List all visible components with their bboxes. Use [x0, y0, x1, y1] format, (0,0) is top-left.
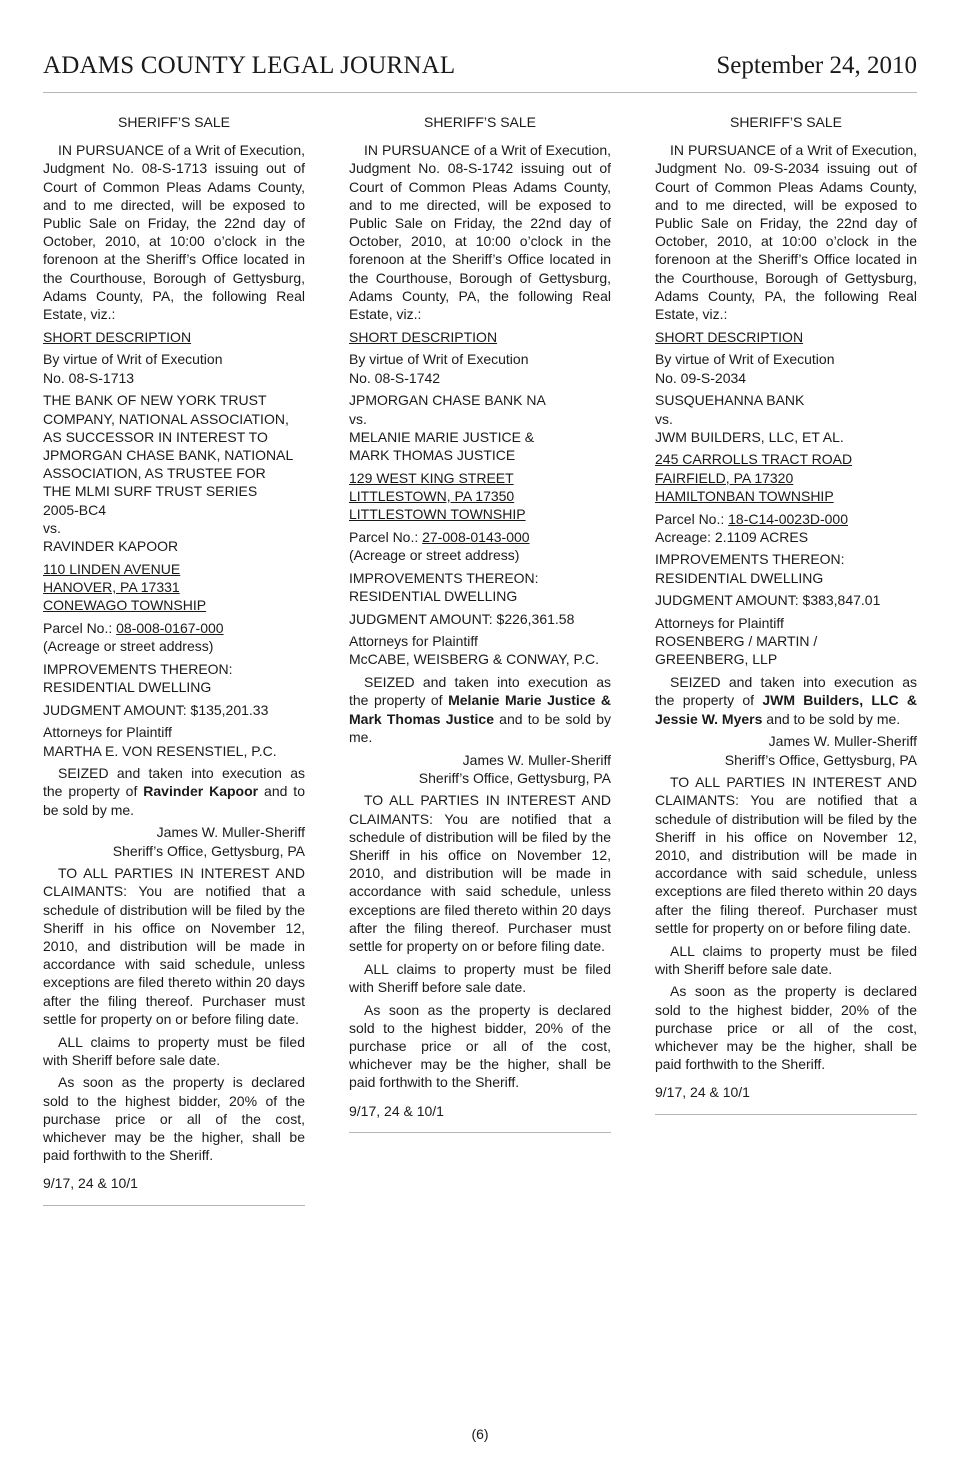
- address-line: LITTLESTOWN, PA 17350: [349, 487, 515, 504]
- property-address: [43, 560, 305, 615]
- attorney-line: Attorneys for Plaintiff: [349, 633, 478, 650]
- attorney-line: McCABE, WEISBERG & CONWAY, P.C.: [349, 651, 599, 668]
- seized-paragraph: [349, 673, 611, 746]
- defendant-name: Ravinder Kapoor: [143, 783, 259, 800]
- parcel-block: [655, 510, 917, 546]
- notice-heading: SHERIFF’S SALE: [423, 114, 537, 130]
- improvements-line: RESIDENTIAL DWELLING: [655, 569, 824, 586]
- intro-paragraph: IN PURSUANCE of a Writ of Execution, Judgment No. 09-S-2034 issuing out of Court of Common Pleas Adams County, and to me directed, will be exposed to Public Sale on Friday, the 22nd day of October, 2010, at 10:00 o’clock in the forenoon at the Sheriff’s Office located in the Courthouse, Borough of Gettysburg, Adams County, PA, the following Real Estate, viz.:: [655, 142, 917, 323]
- sheriff-name: James W. Muller-Sheriff: [768, 733, 917, 750]
- defendant-line: MELANIE MARIE JUSTICE &: [349, 428, 535, 445]
- address-line: HANOVER, PA 17331: [43, 578, 180, 595]
- parties-block: [43, 391, 305, 555]
- improvements-block: [43, 660, 305, 696]
- seized-paragraph: [655, 673, 917, 728]
- address-line: LITTLESTOWN TOWNSHIP: [349, 506, 526, 523]
- distribution-notice: TO ALL PARTIES IN INTEREST AND CLAIMANTS: You are notified that a schedule of distribution will be filed by the Sheriff in his office on November 12, 2010, and distribution will be made in accordance with said schedule, unless exceptions are filed thereto within 20 days after the filing thereof. Purchaser must settle for property on or before filing date.: [43, 865, 305, 1027]
- intro-paragraph: IN PURSUANCE of a Writ of Execution, Judgment No. 08-S-1742 issuing out of Court of Common Pleas Adams County, and to me directed, will be exposed to Public Sale on Friday, the 22nd day of October, 2010, at 10:00 o’clock in the forenoon at the Sheriff’s Office located in the Courthouse, Borough of Gettysburg, Adams County, PA, the following Real Estate, viz.:: [349, 142, 611, 323]
- plaintiff-line: JPMORGAN CHASE BANK, NATIONAL: [43, 446, 294, 463]
- issue-date: September 24, 2010: [716, 52, 917, 79]
- journal-title: ADAMS COUNTY LEGAL JOURNAL: [43, 52, 456, 79]
- bidder-notice: As soon as the property is declared sold to the highest bidder, 20% of the purchase price or all of the cost, whichever may be the higher, shall be paid forthwith to the Sheriff.: [655, 983, 917, 1073]
- writ-block: [349, 350, 611, 386]
- judgment-amount: JUDGMENT AMOUNT: $383,847.01: [655, 592, 881, 609]
- sheriff-signature: [43, 823, 305, 859]
- sheriff-office: Sheriff’s Office, Gettysburg, PA: [112, 842, 305, 859]
- publication-dates: 9/17, 24 & 10/1: [43, 1175, 138, 1192]
- plaintiff-line: 2005-BC4: [43, 501, 107, 518]
- short-description-label: SHORT DESCRIPTION: [655, 328, 804, 345]
- parcel-number: 08-008-0167-000: [116, 619, 224, 636]
- improvements-line: RESIDENTIAL DWELLING: [349, 587, 518, 604]
- address-line: CONEWAGO TOWNSHIP: [43, 597, 207, 614]
- sheriff-signature: [655, 732, 917, 768]
- parcel-number: 18-C14-0023D-000: [728, 510, 848, 527]
- judgment-amount: JUDGMENT AMOUNT: $135,201.33: [43, 701, 269, 718]
- attorney-line: Attorneys for Plaintiff: [43, 724, 172, 741]
- plaintiff-line: COMPANY, NATIONAL ASSOCIATION,: [43, 410, 289, 427]
- notice-heading: SHERIFF’S SALE: [117, 114, 231, 130]
- writ-line: By virtue of Writ of Execution: [43, 351, 223, 368]
- publication-dates: 9/17, 24 & 10/1: [349, 1102, 444, 1119]
- attorneys-block: [43, 723, 305, 759]
- address-line: FAIRFIELD, PA 17320: [655, 469, 794, 486]
- short-description-label: SHORT DESCRIPTION: [349, 328, 498, 345]
- seized-text: SEIZED and taken into execution as the property of: [43, 765, 305, 800]
- parcel-label: Parcel No.:: [349, 528, 423, 545]
- parcel-line: [43, 619, 305, 637]
- parcel-line: [655, 510, 917, 528]
- defendant-line: MARK THOMAS JUSTICE: [349, 446, 516, 463]
- defendant-name: Melanie Marie Justice & Mark Thomas Justice: [349, 692, 611, 727]
- parcel-block: [43, 619, 305, 655]
- improvements-line: RESIDENTIAL DWELLING: [43, 678, 212, 695]
- plaintiff-line: AS SUCCESSOR IN INTEREST TO: [43, 428, 268, 445]
- sheriff-sale-notice: [43, 113, 305, 1206]
- writ-block: [43, 350, 305, 386]
- parcel-label: Parcel No.:: [43, 619, 117, 636]
- plaintiff-line: SUSQUEHANNA BANK: [655, 392, 805, 409]
- publication-dates: 9/17, 24 & 10/1: [655, 1084, 750, 1101]
- improvements-block: [349, 569, 611, 605]
- parcel-number: 27-008-0143-000: [422, 528, 530, 545]
- bidder-notice: As soon as the property is declared sold to the highest bidder, 20% of the purchase price or all of the cost, whichever may be the higher, shall be paid forthwith to the Sheriff.: [43, 1074, 305, 1164]
- notice-heading: SHERIFF’S SALE: [729, 114, 843, 130]
- sheriff-name: James W. Muller-Sheriff: [462, 751, 611, 768]
- parties-block: [655, 391, 917, 446]
- address-line: 129 WEST KING STREET: [349, 469, 514, 486]
- attorneys-block: [349, 632, 611, 668]
- seized-text: and to be sold by me.: [349, 710, 611, 745]
- defendant-line: RAVINDER KAPOOR: [43, 537, 179, 554]
- plaintiff-line: THE MLMI SURF TRUST SERIES: [43, 483, 258, 500]
- address-line: 245 CARROLLS TRACT ROAD: [655, 451, 853, 468]
- versus-label: vs.: [43, 519, 61, 536]
- versus-label: vs.: [349, 410, 367, 427]
- seized-text: SEIZED and taken into execution as the property of: [655, 674, 917, 709]
- parcel-block: [349, 528, 611, 564]
- writ-block: [655, 350, 917, 386]
- parties-block: [349, 391, 611, 464]
- defendant-name: JWM Builders, LLC & Jessie W. Myers: [655, 692, 918, 727]
- judgment-amount: JUDGMENT AMOUNT: $226,361.58: [349, 610, 575, 627]
- seized-paragraph: [43, 764, 305, 819]
- acreage-line: (Acreage or street address): [349, 546, 520, 563]
- distribution-notice: TO ALL PARTIES IN INTEREST AND CLAIMANTS: You are notified that a schedule of distribution will be filed by the Sheriff in his office on November 12, 2010, and distribution will be made in accordance with said schedule, unless exceptions are filed thereto within 20 days after the filing thereof. Purchaser must settle for property on or before filing date.: [349, 792, 611, 955]
- seized-text: SEIZED and taken into execution as the property of: [349, 674, 611, 709]
- claims-notice: ALL claims to property must be filed with Sheriff before sale date.: [655, 942, 917, 977]
- seized-text: and to be sold by me.: [43, 783, 305, 818]
- writ-line: By virtue of Writ of Execution: [349, 351, 529, 368]
- acreage-line: (Acreage or street address): [43, 637, 214, 654]
- sheriff-office: Sheriff’s Office, Gettysburg, PA: [418, 769, 611, 786]
- claims-notice: ALL claims to property must be filed with Sheriff before sale date.: [349, 960, 611, 995]
- defendant-line: JWM BUILDERS, LLC, ET AL.: [655, 428, 844, 445]
- seized-text: and to be sold by me.: [762, 710, 901, 727]
- property-address: [349, 469, 611, 524]
- parcel-label: Parcel No.:: [655, 510, 729, 527]
- address-line: HAMILTONBAN TOWNSHIP: [655, 487, 834, 504]
- improvements-block: [655, 550, 917, 586]
- parcel-line: [349, 528, 611, 546]
- sheriff-sale-notice: [655, 113, 917, 1115]
- improvements-line: IMPROVEMENTS THEREON:: [43, 660, 233, 677]
- claims-notice: ALL claims to property must be filed with Sheriff before sale date.: [43, 1033, 305, 1068]
- attorneys-block: [655, 614, 917, 669]
- attorney-line: MARTHA E. VON RESENSTIEL, P.C.: [43, 742, 277, 759]
- sheriff-sale-notice: [349, 113, 611, 1133]
- page-number: (6): [471, 1426, 489, 1442]
- notice-end-rule: [655, 1114, 917, 1115]
- address-line: 110 LINDEN AVENUE: [43, 560, 181, 577]
- sheriff-name: James W. Muller-Sheriff: [156, 824, 305, 841]
- versus-label: vs.: [655, 410, 673, 427]
- plaintiff-line: THE BANK OF NEW YORK TRUST: [43, 392, 267, 409]
- acreage-line: Acreage: 2.1109 ACRES: [655, 528, 809, 545]
- attorney-line: ROSENBERG / MARTIN /: [655, 633, 818, 650]
- distribution-notice: TO ALL PARTIES IN INTEREST AND CLAIMANTS: You are notified that a schedule of distribution will be filed by the Sheriff in his office on November 12, 2010, and distribution will be made in accordance with said schedule, unless exceptions are filed thereto within 20 days after the filing thereof. Purchaser must settle for property on or before filing date.: [655, 774, 917, 936]
- short-description-label: SHORT DESCRIPTION: [43, 328, 192, 345]
- intro-paragraph: IN PURSUANCE of a Writ of Execution, Judgment No. 08-S-1713 issuing out of Court of Common Pleas Adams County, and to me directed, will be exposed to Public Sale on Friday, the 22nd day of October, 2010, at 10:00 o’clock in the forenoon at the Sheriff’s Office located in the Courthouse, Borough of Gettysburg, Adams County, PA, the following Real Estate, viz.:: [43, 142, 305, 323]
- notice-end-rule: [43, 1205, 305, 1206]
- property-address: [655, 450, 917, 505]
- attorney-line: GREENBERG, LLP: [655, 651, 778, 668]
- attorney-line: Attorneys for Plaintiff: [655, 615, 784, 632]
- writ-line: No. 08-S-1713: [43, 369, 135, 386]
- plaintiff-line: JPMORGAN CHASE BANK NA: [349, 392, 546, 409]
- improvements-line: IMPROVEMENTS THEREON:: [349, 569, 539, 586]
- plaintiff-line: ASSOCIATION, AS TRUSTEE FOR: [43, 465, 266, 482]
- notice-end-rule: [349, 1132, 611, 1133]
- sheriff-signature: [349, 751, 611, 787]
- writ-line: No. 08-S-1742: [349, 369, 441, 386]
- improvements-line: IMPROVEMENTS THEREON:: [655, 551, 845, 568]
- bidder-notice: As soon as the property is declared sold to the highest bidder, 20% of the purchase price or all of the cost, whichever may be the higher, shall be paid forthwith to the Sheriff.: [349, 1001, 611, 1091]
- writ-line: By virtue of Writ of Execution: [655, 351, 835, 368]
- masthead: [43, 50, 917, 93]
- writ-line: No. 09-S-2034: [655, 369, 747, 386]
- sheriff-office: Sheriff’s Office, Gettysburg, PA: [724, 751, 917, 768]
